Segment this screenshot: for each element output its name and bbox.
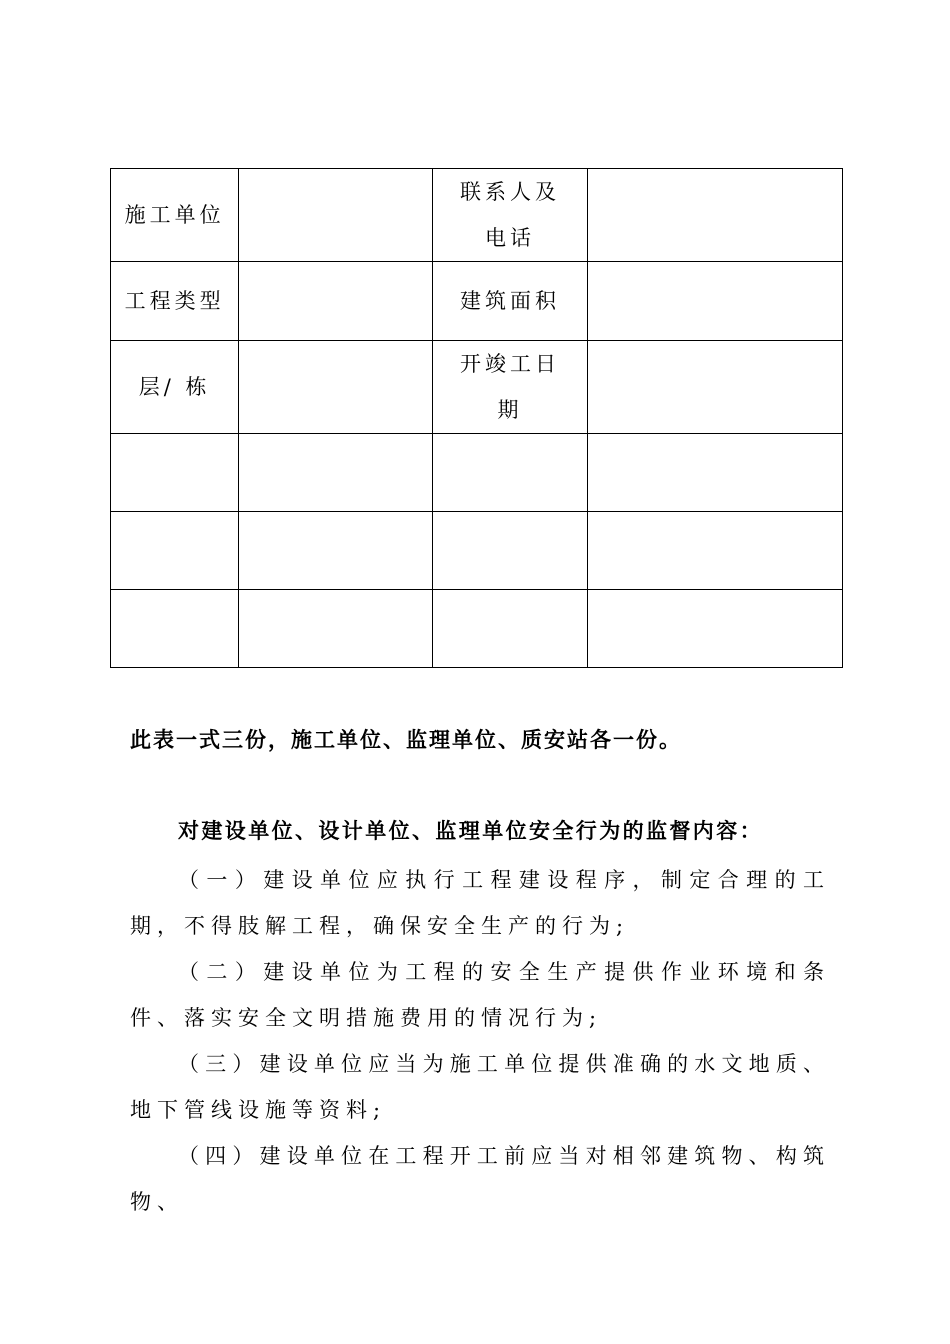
blank-cell[interactable]: [111, 434, 239, 512]
label-start-end-date-text: 开竣工日期: [460, 352, 561, 422]
info-table: [110, 168, 843, 668]
blank-cell[interactable]: [587, 512, 842, 590]
blank-cell[interactable]: [111, 512, 239, 590]
blank-cell[interactable]: [239, 434, 433, 512]
table-row: [111, 512, 843, 590]
value-construction-unit[interactable]: [239, 169, 433, 262]
paragraph-2: （二）建设单位为工程的安全生产提供作业环境和条件、落实安全文明措施费用的情况行为;: [130, 960, 830, 1030]
blank-cell[interactable]: [433, 590, 587, 668]
paragraph-4: （四）建设单位在工程开工前应当对相邻建筑物、构筑物、: [130, 1144, 830, 1214]
label-contact-phone: [433, 169, 587, 262]
table-row: [111, 590, 843, 668]
paragraph-1: （一）建设单位应执行工程建设程序，制定合理的工期，不得肢解工程，确保安全生产的行为;: [130, 868, 830, 938]
label-contact-phone-text: 联系人及电话: [460, 180, 561, 250]
blank-cell[interactable]: [587, 590, 842, 668]
label-start-end-date: [433, 341, 587, 434]
label-building-area: 建筑面积: [433, 262, 587, 341]
value-project-type[interactable]: [239, 262, 433, 341]
value-start-end-date[interactable]: [587, 341, 842, 434]
blank-cell[interactable]: [111, 590, 239, 668]
value-contact-phone[interactable]: [587, 169, 842, 262]
table-row: [111, 341, 843, 434]
table-row: [111, 434, 843, 512]
section-title: 对建设单位、设计单位、监理单位安全行为的监督内容：: [178, 818, 763, 843]
table-row: [111, 169, 843, 262]
copies-note: 此表一式三份，施工单位、监理单位、质安站各一份。: [130, 727, 682, 752]
blank-cell[interactable]: [239, 590, 433, 668]
value-floors-buildings[interactable]: [239, 341, 433, 434]
paragraph-3: （三）建设单位应当为施工单位提供准确的水文地质、地下管线设施等资料;: [130, 1052, 830, 1122]
blank-cell[interactable]: [433, 512, 587, 590]
blank-cell[interactable]: [587, 434, 842, 512]
blank-cell[interactable]: [433, 434, 587, 512]
label-floors-buildings: 层/ 栋: [111, 341, 239, 434]
blank-cell[interactable]: [239, 512, 433, 590]
label-project-type: 工程类型: [111, 262, 239, 341]
label-construction-unit: 施工单位: [111, 169, 239, 262]
value-building-area[interactable]: [587, 262, 842, 341]
table-row: [111, 262, 843, 341]
